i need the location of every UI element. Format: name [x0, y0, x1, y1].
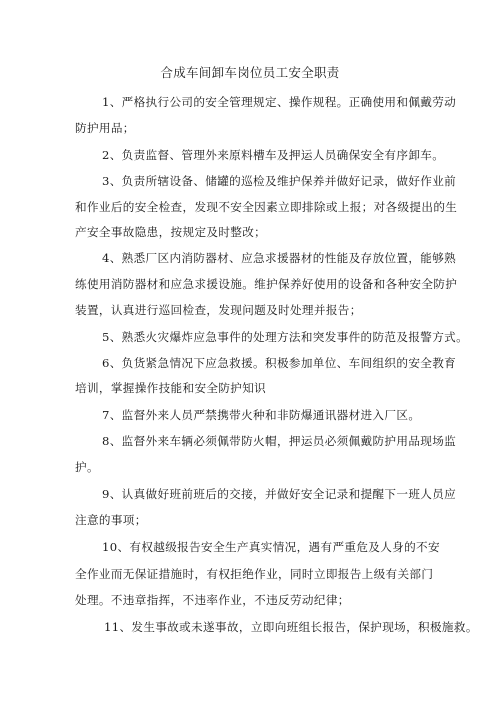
document-title: 合成车间卸车岗位员工安全职责: [160, 65, 340, 80]
body-line-3: 2、负责监督、管理外来原料槽车及押运人员确保安全有序卸车。: [102, 148, 445, 162]
body-line-20: 处理。不违章指挥，不违率作业，不违反劳动纪律；: [75, 593, 350, 607]
body-line-4: 3、负责所辖设备、储罐的巡检及维护保养并做好记录，做好作业前: [102, 174, 457, 188]
body-line-18: 10、有权越级报告安全生产真实情况，遇有严重危及人身的不安: [102, 540, 440, 554]
body-line-15: 护。: [75, 460, 99, 474]
body-line-17: 注意的事项；: [75, 513, 147, 527]
body-line-8: 练使用消防器材和应急求援设施。维护保养好使用的设备和各种安全防护: [75, 277, 458, 291]
body-line-19: 全作业而无保证措施时，有权拒绝作业，同时立即报告上级有关部门: [75, 567, 434, 581]
body-line-13: 7、监督外来人员严禁携带火种和非防爆通讯器材进入厂区。: [102, 408, 421, 422]
body-line-16: 9、认真做好班前班后的交接，并做好安全记录和提醒下一班人员应: [102, 487, 457, 501]
body-line-2: 防护用品；: [75, 121, 135, 135]
body-line-6: 产安全事故隐患，按规定及时整改；: [75, 225, 267, 239]
body-line-10: 5、熟悉火灾爆炸应急事件的处理方法和突发事件的防范及报警方式。: [102, 330, 469, 344]
body-line-9: 装置，认真进行巡回检查，发现问题及时处理并报告；: [75, 303, 362, 317]
body-line-14: 8、监督外来车辆必须佩带防火帽，押运员必须佩戴防护用品现场监: [102, 434, 457, 448]
body-line-1: 1、严格执行公司的安全管理规定、操作规程。正确使用和佩戴劳动: [102, 95, 457, 109]
body-line-5: 和作业后的安全检查，发现不安全因素立即排除或上报；对各级提出的生: [75, 200, 458, 214]
body-line-11: 6、负货紧急情况下应急救援。积极参加单位、车间组织的安全教育: [102, 356, 457, 370]
body-line-7: 4、熟悉厂区内消防器材、应急求援器材的性能及存放位置，能够熟: [102, 251, 457, 265]
body-line-21: 11、发生事故或未遂事故，立即向班组长报告，保护现场，积极施救。: [104, 620, 478, 634]
body-line-12: 培训，掌握操作技能和安全防护知识: [75, 381, 267, 395]
